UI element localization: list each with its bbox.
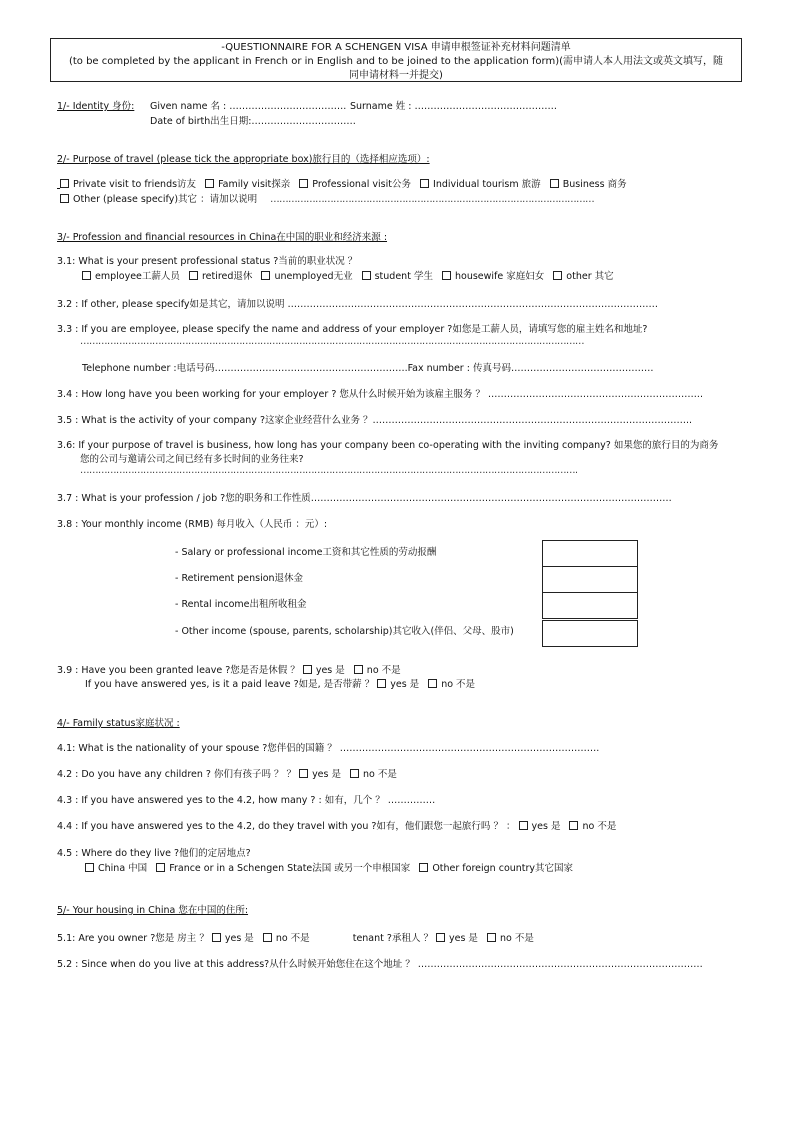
q4-4-row (57, 818, 616, 832)
income-salary-label: - Salary or professional income工资和其它性质的劳动报酬 (175, 547, 437, 558)
individual-tourism-checkbox[interactable] (420, 179, 429, 188)
paid-yes-checkbox[interactable] (377, 679, 386, 688)
q3-1-options (82, 268, 614, 282)
q3-9-paid-row (85, 676, 475, 690)
section-5-heading: 5/- Your housing in China 您在中国的住所: (57, 905, 249, 916)
dob-field[interactable]: Date of birth出生日期:…………………………… (150, 116, 356, 127)
section-4-heading: 4/- Family status家庭状况 : (57, 718, 180, 729)
income-salary-box[interactable] (542, 540, 638, 567)
q3-8-label: 3.8 : Your monthly income (RMB) 每月收入（人民币 ：元）: (57, 519, 328, 530)
q3-3-label: 3.3 : If you are employee, please specify the name and address of your employer ?如您是工薪人员，请填写您的雇主姓名和地址? (57, 324, 648, 335)
q3-6-label: 3.6: If your purpose of travel is business, how long has your company been co-operating with the inviting company? 如果您的旅行目的为商务 (57, 440, 719, 451)
tenant-no-label: no 不是 (499, 933, 534, 944)
form-subtitle-2: 同申请材料一并提交) (349, 70, 443, 81)
live-china-checkbox[interactable] (85, 863, 94, 872)
q3-7-field[interactable]: 3.7 : What is your profession / job ?您的职务和工作性质…………………………………………………………………………………………………… (57, 493, 672, 504)
family-visit-checkbox[interactable] (205, 179, 214, 188)
private-visit-checkbox[interactable] (60, 179, 69, 188)
q3-9-row (57, 662, 401, 676)
q3-5-field[interactable]: 3.5 : What is the activity of your company ?这家企业经营什么业务 ？……………………………………………………………………………………….. (57, 415, 693, 426)
income-pension-label: - Retirement pension退休金 (175, 573, 304, 584)
unemployed-checkbox[interactable] (261, 271, 270, 280)
q4-4-label: 4.4 : If you have answered yes to the 4.2, do they travel with you ?如有，他们跟您一起旅行吗 ？ ： (57, 821, 516, 832)
section-2-heading: 2/- Purpose of travel (please tick the appropriate box)旅行目的（选择相应选项）: (57, 154, 430, 165)
retired-label: retired退休 (201, 271, 253, 282)
paid-no-checkbox[interactable] (428, 679, 437, 688)
q4-5-label: 4.5 : Where do they live ?他们的定居地点? (57, 848, 251, 859)
live-schengen-label: France or in a Schengen State法国 或另一个申根国家 (169, 863, 411, 874)
section-1-heading: 1/- Identity 身份: (57, 101, 135, 112)
q4-2-row (57, 766, 397, 780)
income-pension-box[interactable] (542, 566, 638, 593)
professional-visit-label: Professional visit公务 (312, 179, 411, 190)
other-purpose-checkbox[interactable] (60, 194, 69, 203)
other-purpose-label: Other (please specify)其它 ：请加以说明 (73, 194, 258, 205)
leave-no-label: no 不是 (366, 665, 401, 676)
form-title: -QUESTIONNAIRE FOR A SCHENGEN VISA 申请申根签证补充材料问题清单 (221, 42, 571, 53)
q3-1-label: 3.1: What is your present professional status ?当前的职业状况 ？ (57, 256, 358, 267)
travel-yes-checkbox[interactable] (519, 821, 528, 830)
purpose-row-2 (60, 191, 594, 205)
live-china-label: China 中国 (98, 863, 148, 874)
leave-no-checkbox[interactable] (354, 665, 363, 674)
owner-yes-checkbox[interactable] (212, 933, 221, 942)
other-status-checkbox[interactable] (553, 271, 562, 280)
owner-label: 5.1: Are you owner ?您是 房主 ？ (57, 933, 209, 944)
private-visit-label: Private visit to friends访友 (73, 179, 197, 190)
professional-visit-checkbox[interactable] (299, 179, 308, 188)
tenant-yes-label: yes 是 (449, 933, 478, 944)
housewife-checkbox[interactable] (442, 271, 451, 280)
paid-yes-label: yes 是 (390, 679, 420, 690)
travel-no-checkbox[interactable] (569, 821, 578, 830)
q4-5-options (85, 860, 573, 874)
business-label: Business 商务 (562, 179, 627, 190)
q4-3-field[interactable]: 4.3 : If you have answered yes to the 4.2, how many ? : 如有，几个 ？ …………… (57, 795, 436, 806)
section-3-heading: 3/- Profession and financial resources in China在中国的职业和经济来源 : (57, 232, 388, 243)
q5-1-row (57, 930, 534, 944)
leave-yes-label: yes 是 (315, 665, 345, 676)
surname-field[interactable]: Surname 姓 : ……………………………………… (350, 101, 557, 112)
leave-yes-checkbox[interactable] (303, 665, 312, 674)
income-rental-box[interactable] (542, 592, 638, 619)
employee-checkbox[interactable] (82, 271, 91, 280)
owner-no-label: no 不是 (275, 933, 310, 944)
children-yes-label: yes 是 (312, 769, 341, 780)
live-schengen-checkbox[interactable] (156, 863, 165, 872)
live-other-checkbox[interactable] (419, 863, 428, 872)
live-other-label: Other foreign country其它国家 (432, 863, 574, 874)
individual-tourism-label: Individual tourism 旅游 (433, 179, 541, 190)
other-purpose-field[interactable]: ……………………………………………………………………………………………… (270, 194, 595, 205)
owner-yes-label: yes 是 (224, 933, 254, 944)
student-label: student 学生 (374, 271, 433, 282)
form-subtitle: (to be completed by the applicant in French or in English and to be joined to the application form)(需申请人本人用法文或英文填写，随 (68, 56, 724, 67)
travel-yes-label: yes 是 (531, 821, 561, 832)
paid-leave-label: If you have answered yes, is it a paid leave ?如是, 是否带薪 ？ (85, 679, 375, 690)
q3-2-field[interactable]: 3.2 : If other, please specify如是其它，请加以说明 ……………………………………………………………………………………………………… (57, 299, 659, 310)
q4-1-field[interactable]: 4.1: What is the nationality of your spouse ?您伴侣的国籍 ？ ………………………………………………………………………. (57, 743, 600, 754)
children-no-checkbox[interactable] (350, 769, 359, 778)
tenant-label: tenant ?承租人 ？ (352, 933, 433, 944)
q3-4-field[interactable]: 3.4 : How long have you been working for your employer ? 您从什么时候开始为该雇主服务 ？ ………………………………………………………….. (57, 389, 703, 400)
q3-9-label: 3.9 : Have you been granted leave ?您是否是休假 ？ (57, 665, 300, 676)
paid-no-label: no 不是 (441, 679, 476, 690)
tenant-yes-checkbox[interactable] (436, 933, 445, 942)
purpose-row-1 (57, 176, 627, 190)
travel-no-label: no 不是 (582, 821, 617, 832)
business-checkbox[interactable] (550, 179, 559, 188)
housewife-label: housewife 家庭妇女 (454, 271, 545, 282)
income-other-label: - Other income (spouse, parents, scholarship)其它收入(伴侣、父母、股市) (175, 626, 514, 637)
other-status-label: other 其它 (566, 271, 614, 282)
tenant-no-checkbox[interactable] (487, 933, 496, 942)
student-checkbox[interactable] (362, 271, 371, 280)
phone-fax-field[interactable]: Telephone number :电话号码…………………………………………………….Fax number : 传真号码……………………………………… (82, 363, 654, 374)
unemployed-label: unemployed无业 (274, 271, 353, 282)
children-no-label: no 不是 (363, 769, 397, 780)
form-header (50, 38, 742, 82)
income-rental-label: - Rental income出租所收租金 (175, 599, 307, 610)
retired-checkbox[interactable] (189, 271, 198, 280)
q4-2-label: 4.2 : Do you have any children ? 你们有孩子吗 ？ ？ (57, 769, 297, 780)
given-name-field[interactable]: Given name 名 : ………………………………. (150, 101, 347, 112)
family-visit-label: Family visit探亲 (218, 179, 291, 190)
q3-3-field[interactable]: …………………………………………………………………………………………………………………………………………………… (80, 336, 584, 347)
q3-6-label-2: 您的公司与邀请公司之间已经有多长时间的业务往来? (80, 454, 304, 465)
income-other-box[interactable] (542, 620, 638, 647)
q3-6-field[interactable]: …………………………………………………………………………………………………………………………………………………. (80, 465, 578, 476)
owner-no-checkbox[interactable] (263, 933, 272, 942)
q5-2-field[interactable]: 5.2 : Since when do you live at this address?从什么时候开始您住在这个地址 ？ ……………………………………………………………………………… (57, 959, 703, 970)
children-yes-checkbox[interactable] (299, 769, 308, 778)
employee-label: employee工薪人员 (95, 271, 180, 282)
